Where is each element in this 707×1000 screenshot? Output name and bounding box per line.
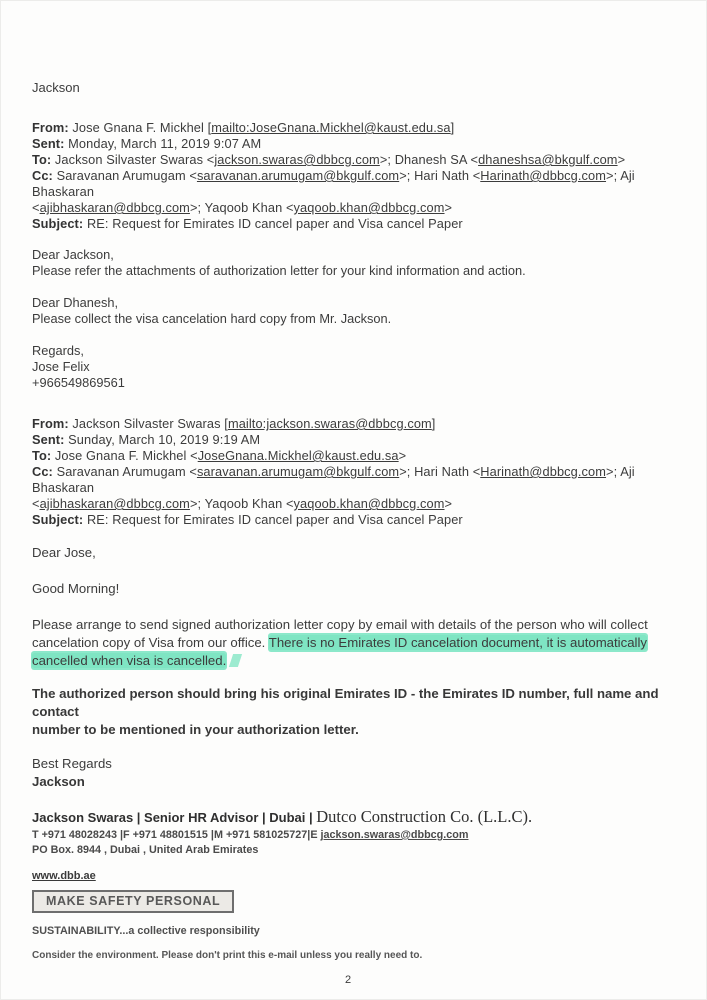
sustainability-tagline: SUSTAINABILITY...a collective responsibility [32,925,260,937]
to-name: Jackson Silvaster Swaras < [51,152,215,167]
body-paragraph [32,616,664,670]
company-name: Dutco Construction Co. (L.L.C). [316,807,533,826]
header-sent-line [32,432,664,448]
email-link[interactable]: yaqoob.khan@dbbcg.com [293,200,445,215]
email-link[interactable]: yaqoob.khan@dbbcg.com [293,496,445,511]
header-from-line [32,120,664,136]
from-name: Jackson Silvaster Swaras [ [68,416,228,431]
to-label: To: [32,152,52,167]
mailto-link[interactable]: mailto:JoseGnana.Mickhel@kaust.edu.sa [211,120,451,135]
mailto-link[interactable]: mailto:jackson.swaras@dbbcg.com [227,416,432,431]
sent-label: Sent: [32,432,65,447]
environment-note: Consider the environment. Please don't print this e-mail unless you really need to. [32,950,423,961]
page-number: 2 [344,974,352,986]
email-link[interactable]: jackson.swaras@dbbcg.com [320,829,469,841]
subject-value: RE: Request for Emirates ID cancel paper and Visa cancel Paper [83,216,463,231]
to-separator: >; Dhanesh SA < [379,152,479,167]
sent-label: Sent: [32,136,65,151]
email-2-headers [32,416,664,528]
email-link[interactable]: ajibhaskaran@dbbcg.com [39,200,190,215]
cc-separator: >; Yaqoob Khan < [189,200,294,215]
paragraph-line: The authorized person should bring his original Emirates ID - the Emirates ID number, full name and contact [32,686,659,719]
signature-block [32,807,664,961]
cc-bracket: > [444,200,453,215]
cc-name: Saravanan Arumugam < [52,168,197,183]
body-paragraph: Please refer the attachments of authorization letter for your kind information and action. [32,263,526,278]
email-link[interactable]: Harinath@dbbcg.com [480,464,607,479]
from-label: From: [32,416,69,431]
from-name: Jose Gnana F. Mickhel [ [68,120,212,135]
subject-label: Subject: [32,512,84,527]
sent-value: Sunday, March 10, 2019 9:19 AM [64,432,261,447]
header-from-line [32,416,664,432]
header-subject-line [32,216,664,232]
sender-name: Jackson [32,774,85,789]
cc-bracket: > [444,496,453,511]
signature-name-title: Jackson Swaras | Senior HR Advisor | Dubai | [32,810,317,825]
cc-name: >; Aji Bhaskaran [32,464,635,495]
signature-address: PO Box. 8944 , Dubai , United Arab Emirates [32,844,259,856]
header-sent-line [32,136,664,152]
cc-name: >; Aji Bhaskaran [32,168,635,199]
cc-label: Cc: [32,168,53,183]
subject-value: RE: Request for Emirates ID cancel paper and Visa cancel Paper [83,512,463,527]
body-paragraph: Please collect the visa cancelation hard copy from Mr. Jackson. [32,311,392,326]
cc-separator: >; Hari Nath < [399,168,481,183]
greeting: Good Morning! [32,581,120,596]
email-1 [32,120,664,391]
salutation: Dear Dhanesh, [32,295,119,310]
email-1-body [32,247,664,391]
header-to-line [32,448,664,464]
page-top-fragment: Jackson [32,80,80,95]
to-label: To: [32,448,52,463]
highlighted-text: There is no Emirates ID cancelation document, it is automatically [268,635,647,650]
paragraph-line: cancelation copy of Visa from our office. [32,635,269,650]
signature-name-line [32,807,664,828]
email-link[interactable]: ajibhaskaran@dbbcg.com [39,496,190,511]
email-2 [32,416,664,791]
email-link[interactable]: JoseGnana.Mickhel@kaust.edu.sa [197,448,399,463]
signature-contacts-line [32,828,664,843]
highlighted-text: cancelled when visa is cancelled. [32,653,227,668]
safety-banner: MAKE SAFETY PERSONAL [32,890,234,913]
to-bracket: > [617,152,626,167]
from-bracket: ] [450,120,455,135]
body-paragraph [32,685,664,739]
email-link[interactable]: jackson.swaras@dbbcg.com [214,152,380,167]
cc-name: Saravanan Arumugam < [52,464,197,479]
email-2-body [32,544,664,791]
email-link[interactable]: saravanan.arumugam@bkgulf.com [196,464,400,479]
cc-separator: >; Yaqoob Khan < [189,496,294,511]
phone-fax-mobile: T +971 48028243 |F +971 48801515 |M +971 581025727|E [32,829,321,841]
website-link[interactable]: www.dbb.ae [32,870,96,882]
sent-value: Monday, March 11, 2019 9:07 AM [64,136,262,151]
email-link[interactable]: dhaneshsa@bkgulf.com [478,152,618,167]
header-cc-line [32,168,664,216]
email-1-headers [32,120,664,232]
salutation: Dear Jose, [32,545,96,560]
email-link[interactable]: Harinath@dbbcg.com [480,168,607,183]
from-bracket: ] [431,416,436,431]
closing: Regards, [32,343,84,358]
highlighter-stroke-tail [229,654,242,667]
subject-label: Subject: [32,216,84,231]
to-name: Jose Gnana F. Mickhel < [51,448,198,463]
paragraph-line: number to be mentioned in your authorization letter. [32,722,359,737]
header-cc-line [32,464,664,512]
cc-label: Cc: [32,464,53,479]
header-to-line [32,152,664,168]
cc-bracket: < [32,200,40,215]
header-subject-line [32,512,664,528]
from-label: From: [32,120,69,135]
closing: Best Regards [32,756,112,771]
cc-bracket: < [32,496,40,511]
email-link[interactable]: saravanan.arumugam@bkgulf.com [196,168,400,183]
cc-separator: >; Hari Nath < [399,464,481,479]
salutation: Dear Jackson, [32,247,114,262]
sender-name: Jose Felix [32,359,90,374]
to-bracket: > [398,448,407,463]
sender-phone: +966549869561 [32,375,125,390]
paragraph-line: Please arrange to send signed authorization letter copy by email with details of the person who will collect [32,617,648,632]
